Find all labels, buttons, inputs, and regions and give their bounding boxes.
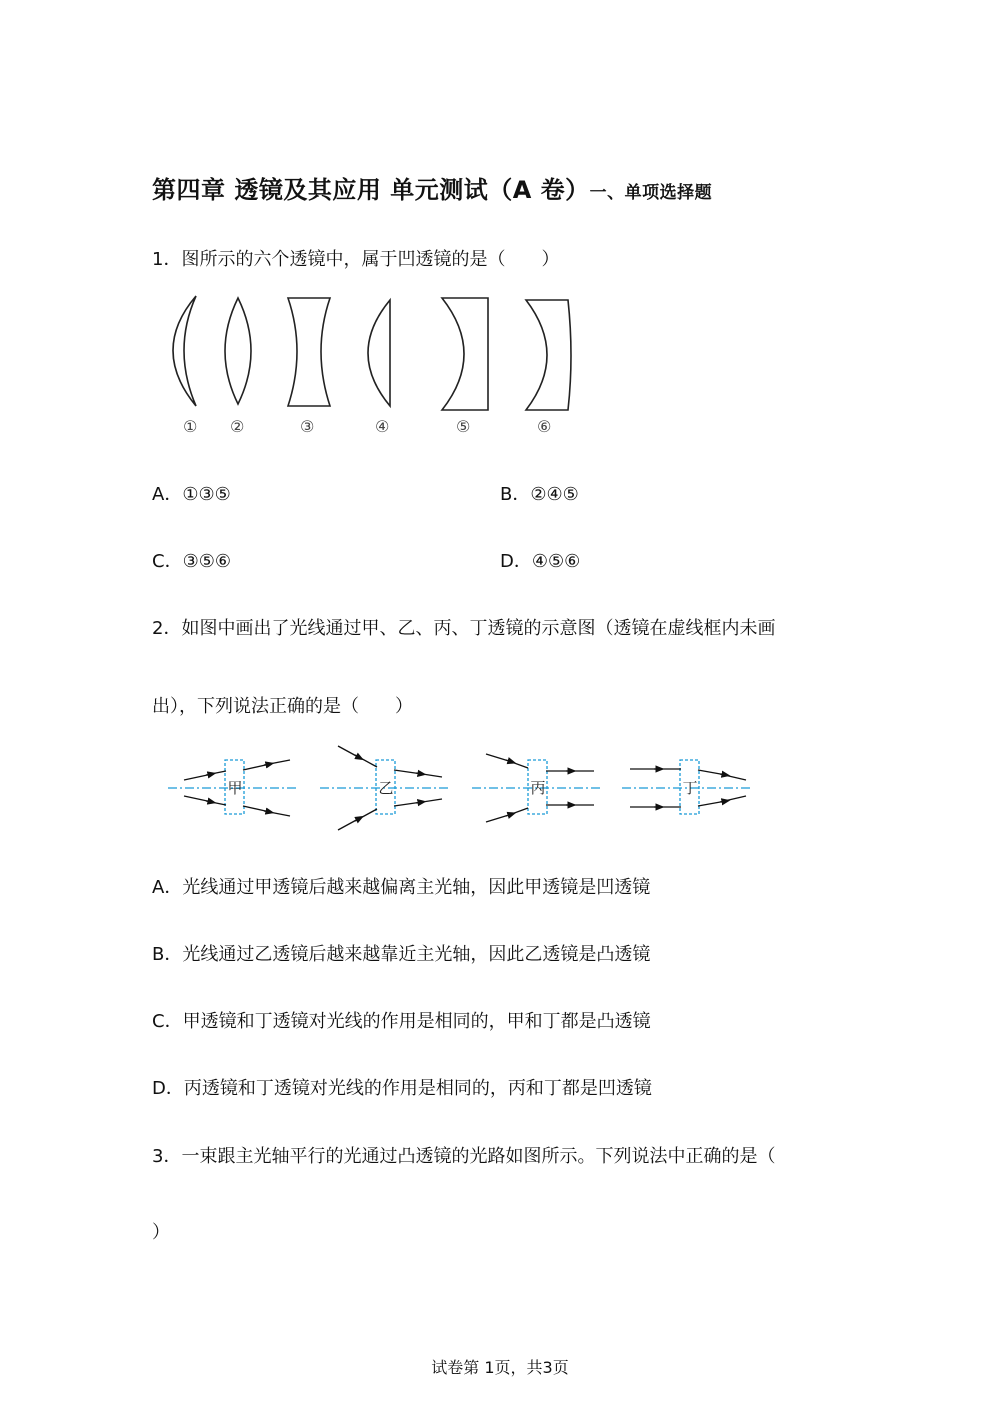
lens-3-label: ③	[300, 417, 315, 436]
lens-label-yi: 乙	[378, 779, 394, 797]
light-path-figure	[160, 738, 760, 838]
lens-4-shape	[368, 300, 390, 406]
lens-2-label: ②	[230, 417, 245, 436]
q1-option-b: B．②④⑤	[500, 484, 579, 505]
q1-option-c: C．③⑤⑥	[152, 551, 231, 572]
section-heading: 一、单项选择题	[589, 183, 713, 203]
page-footer: 试卷第 1页，共3页	[431, 1358, 569, 1377]
lens-1-label: ①	[183, 417, 198, 436]
lens-6-label: ⑥	[537, 417, 552, 436]
exam-title: 第四章 透镜及其应用 单元测试（A 卷）	[152, 176, 590, 204]
lens-label-jia: 甲	[227, 779, 243, 797]
lens-4-label: ④	[375, 417, 390, 436]
lens-2-shape	[225, 298, 251, 404]
question-3-stem-line1: 3．一束跟主光轴平行的光通过凸透镜的光路如图所示。下列说法中正确的是（	[152, 1146, 776, 1167]
question-2-stem-line1: 2．如图中画出了光线通过甲、乙、丙、丁透镜的示意图（透镜在虚线框内未画	[152, 618, 776, 639]
lens-5-label: ⑤	[456, 417, 471, 436]
q1-option-a: A．①③⑤	[152, 484, 231, 505]
q2-option-d: D．丙透镜和丁透镜对光线的作用是相同的，丙和丁都是凹透镜	[152, 1078, 652, 1099]
q2-option-b: B．光线通过乙透镜后越来越靠近主光轴，因此乙透镜是凸透镜	[152, 944, 651, 965]
question-2-stem-line2: 出），下列说法正确的是（ ）	[152, 696, 413, 717]
lens-label-ding: 丁	[682, 779, 698, 797]
lens-6-shape	[526, 300, 571, 410]
q2-option-c: C．甲透镜和丁透镜对光线的作用是相同的，甲和丁都是凸透镜	[152, 1011, 651, 1032]
lens-shapes-figure	[150, 288, 600, 443]
page-title	[152, 170, 712, 205]
question-3-stem-line2: ）	[152, 1222, 170, 1243]
lens-label-bing: 丙	[530, 779, 546, 797]
lens-5-shape	[442, 298, 488, 410]
q1-option-d: D．④⑤⑥	[500, 551, 581, 572]
lens-1-shape	[173, 296, 196, 406]
lens-3-shape	[288, 298, 330, 406]
question-1-stem: 1．图所示的六个透镜中，属于凹透镜的是（ ）	[152, 249, 560, 270]
q2-option-a: A．光线通过甲透镜后越来越偏离主光轴，因此甲透镜是凹透镜	[152, 877, 651, 898]
